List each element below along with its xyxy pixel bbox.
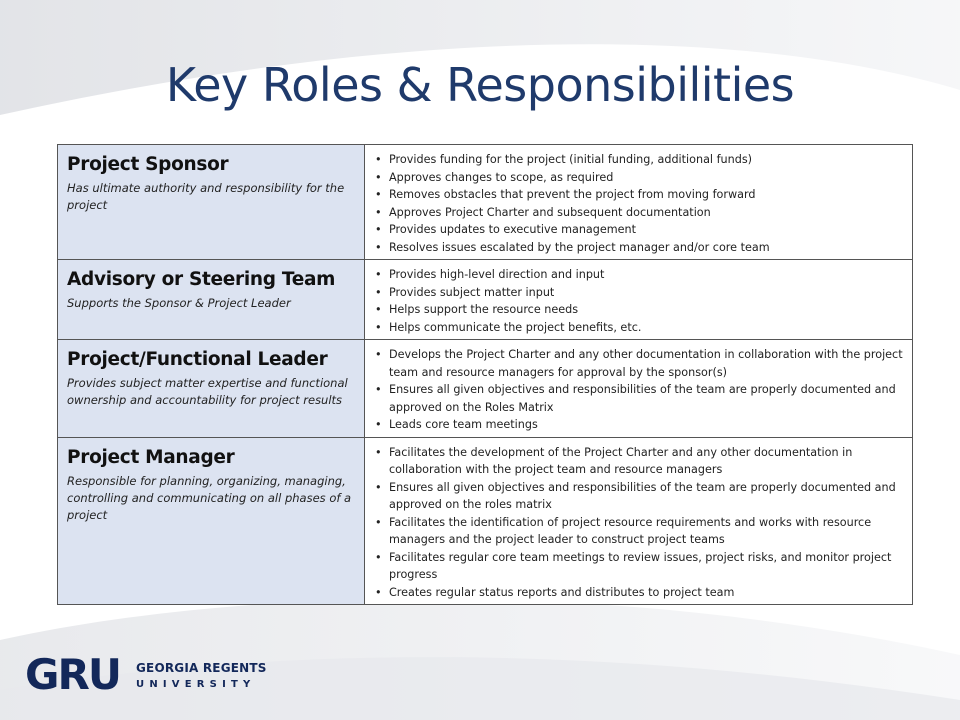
list-item: • Provides funding for the project (initial funding, additional funds) [389, 151, 904, 169]
university-logo [25, 650, 267, 702]
responsibilities-cell [365, 145, 913, 260]
responsibilities-list [373, 266, 904, 336]
role-name: Project Manager [67, 446, 235, 468]
role-name: Advisory or Steering Team [67, 269, 336, 290]
list-item: • Approves changes to scope, as required [389, 169, 904, 187]
responsibilities-cell [365, 260, 913, 340]
list-item: • Approves Project Charter and subsequent documentation [389, 204, 904, 222]
role-cell [58, 260, 365, 340]
table-row [58, 437, 913, 605]
responsibilities-list [373, 346, 904, 434]
list-item: • Resolves issues escalated by the project manager and/or core team [389, 239, 904, 257]
role-name: Project Sponsor [67, 154, 229, 175]
list-item: • Removes obstacles that prevent the project from moving forward [389, 186, 904, 204]
list-item: • Facilitates the identification of project resource requirements and works with resource managers and the project leader to construct project teams [389, 514, 904, 549]
role-description: Responsible for planning, organizing, managing, controlling and communicating on all phases of a project [67, 473, 352, 522]
logo-mark: GRU [25, 650, 120, 699]
table-row [58, 145, 913, 260]
list-item: • Provides updates to executive management [389, 221, 904, 239]
slide-title: Key Roles & Responsibilities [165, 58, 795, 112]
role-description: Has ultimate authority and responsibility for the project [67, 181, 345, 212]
roles-table [57, 144, 913, 605]
responsibilities-list [373, 444, 904, 602]
responsibilities-cell [365, 340, 913, 438]
list-item: • Facilitates regular core team meetings to review issues, project risks, and monitor project progress [389, 549, 904, 584]
list-item: • Provides high-level direction and input [389, 266, 904, 284]
list-item: • Leads core team meetings [389, 416, 904, 434]
role-description: Supports the Sponsor & Project Leader [67, 296, 291, 310]
responsibilities-cell [365, 437, 913, 605]
role-cell [58, 437, 365, 605]
list-item: • Helps support the resource needs [389, 301, 904, 319]
logo-wordmark-line2: UNIVERSITY [136, 679, 256, 690]
responsibilities-list [373, 151, 904, 256]
role-cell [58, 340, 365, 438]
list-item: • Helps communicate the project benefits, etc. [389, 319, 904, 337]
roles-table-body [58, 145, 913, 605]
role-name: Project/Functional Leader [67, 349, 328, 370]
list-item: • Ensures all given objectives and responsibilities of the team are properly documented and approved on the roles matrix [389, 479, 904, 514]
role-cell [58, 145, 365, 260]
logo-wordmark-line1: GEORGIA REGENTS [136, 661, 267, 675]
list-item: • Ensures all given objectives and responsibilities of the team are properly documented and approved on the Roles Matrix [389, 381, 904, 416]
list-item: • Creates regular status reports and distributes to project team [389, 584, 904, 602]
list-item: • Develops the Project Charter and any other documentation in collaboration with the project team and resource managers for approval by the sponsor(s) [389, 346, 904, 381]
table-row [58, 260, 913, 340]
list-item: • Facilitates the development of the Project Charter and any other documentation in collaboration with the project team and resource managers [389, 444, 904, 479]
role-description: Provides subject matter expertise and functional ownership and accountability for project results [67, 376, 348, 407]
list-item: • Provides subject matter input [389, 284, 904, 302]
table-row [58, 340, 913, 438]
